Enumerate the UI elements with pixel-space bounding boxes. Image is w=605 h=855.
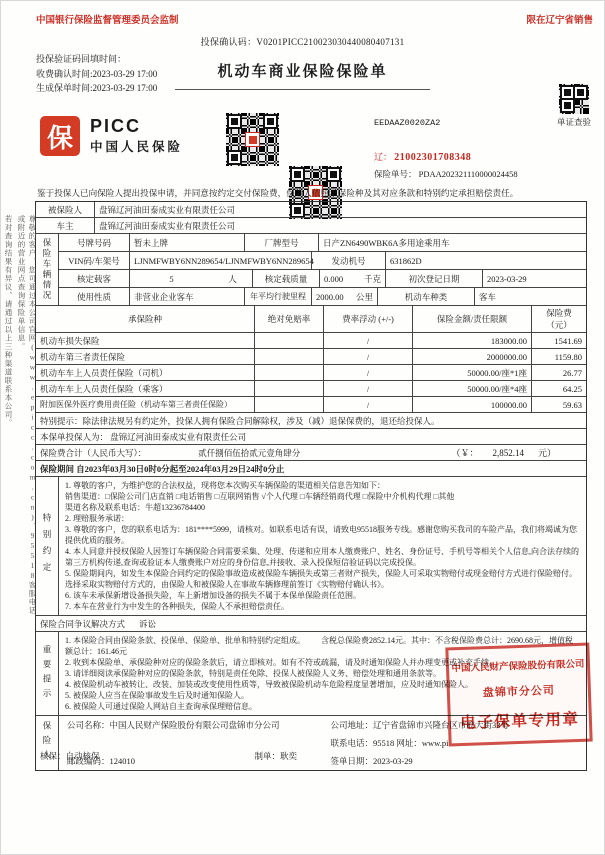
dispute-value: 诉讼 xyxy=(139,618,157,629)
doc-check-block xyxy=(557,84,591,128)
coverage-name: 机动车车上人员责任保险（司机） xyxy=(40,367,168,378)
vehicle-type-value: 客车 xyxy=(474,288,586,305)
total-words: 贰仟捌佰伍拾贰元壹角肆分 xyxy=(198,447,301,458)
coverage-row xyxy=(36,380,586,396)
insurer-zip: 邮政编码：124010 xyxy=(67,756,136,766)
coverage-premium: 64.25 xyxy=(531,381,586,396)
seats-label: 核定载客 xyxy=(76,273,111,284)
load-label: 核定载质量 xyxy=(252,270,319,287)
coverage-deductible xyxy=(254,333,323,348)
special-line: 6. 该车未承保新增设备损失险，车上新增加设备的损失不属于本保单保险责任范围。 xyxy=(65,591,361,600)
seats-unit: 人 xyxy=(228,273,237,284)
insured-label: 被保险人 xyxy=(47,204,82,215)
special-agreement-label: 特别约定 xyxy=(36,477,59,615)
engine-label: 发动机号 xyxy=(311,252,385,269)
coverage-name: 机动车车上人员责任保险（乘客） xyxy=(40,383,168,394)
dispute-row xyxy=(36,615,586,631)
load-unit: 千克 xyxy=(363,273,381,284)
qr-finder-icon xyxy=(263,114,278,129)
coverage-name: 机动车第三者责任保险 xyxy=(40,351,126,362)
vehicle-row-plate xyxy=(59,234,586,251)
notice-text: 特别提示：除法律法规另有约定外，投保人拥有保险合同解除权，涉及（减）退保保费的，退还给投保人。 xyxy=(40,415,440,426)
coverage-float: / xyxy=(323,349,412,364)
coverage-col-float: 费率浮动 (+/-) xyxy=(323,306,412,332)
important-line: 3. 请详细阅读承保险种对应的保险条款，特别是责任免除、投保人被保险人义务、赔偿处理和通用条款等。 xyxy=(65,669,441,678)
insurer-address: 公司地址：辽宁省盘锦市兴隆台区市府大街33号 xyxy=(330,720,510,730)
fee-time: 收费确认时间:2023-03-29 17:00 xyxy=(36,68,158,79)
seats-value: 5 xyxy=(129,270,213,287)
insurer-phone: 联系电话：95518 网址：www.pi xyxy=(330,738,449,748)
plate-value: 暂未上牌 xyxy=(129,234,244,251)
insurer-name: 公司名称：中国人民财产保险股份有限公司盘锦市分公司 xyxy=(67,720,280,730)
picc-mini-logo-icon xyxy=(245,132,260,147)
coverage-header-row xyxy=(36,305,586,332)
usage-value: 非营业企业客车 xyxy=(129,288,244,305)
liao-label: 辽： xyxy=(374,152,393,162)
dispute-label: 保险合同争议解决方式 xyxy=(40,618,126,629)
important-notes-label: 重要提示 xyxy=(36,632,59,715)
mileage-label: 年平均行驶里程 xyxy=(244,288,311,305)
picc-logo xyxy=(40,116,183,156)
coverage-float: / xyxy=(323,333,412,348)
total-label: 保险费合计（人民币大写）： xyxy=(40,447,147,458)
load-value-cell xyxy=(319,270,385,287)
coverage-name: 附加医保外医疗费用责任险（机动车第三者责任保险） xyxy=(40,400,232,409)
qr-code-1 xyxy=(226,113,279,166)
vehicle-section xyxy=(36,233,586,305)
special-line: 4. 本人同意并授权保险人因签订车辆保险合同需要采集、处理、传递和应用本人缴费账户、姓名、身份证号、手机号等相关个人信息,向合法存续的第三方机构传递,查询或验证本人缴费账户对应的身份信息,并接收、录入投保短信验证码以完成投保。 xyxy=(65,547,579,567)
coverage-col-deductible: 绝对免赔率 xyxy=(254,306,323,332)
stamp-title: 电子保单专用章 xyxy=(460,710,580,732)
coverage-premium: 59.63 xyxy=(531,397,586,412)
coverage-row xyxy=(36,348,586,364)
vehicle-row-vin xyxy=(59,251,586,269)
confirm-code: 投保确认码：V0201PICC210023030440080407131 xyxy=(200,37,405,47)
picc-emblem-icon: 保 xyxy=(40,116,80,156)
insurer-label: 保险人 xyxy=(36,716,59,770)
coverage-premium: 26.77 xyxy=(531,365,586,380)
period-text: 保险期间 自2023年03月30日0时0分起至2024年03月29日24时0分止 xyxy=(40,463,285,474)
brand-model-label: 厂牌型号 xyxy=(244,234,318,251)
coverage-float: / xyxy=(323,381,412,396)
coverage-amount: 100000.00 xyxy=(412,397,531,412)
coverage-deductible xyxy=(254,365,323,380)
footer-row xyxy=(40,750,297,762)
regulator-text: 中国银行保险监督管理委员会监制 xyxy=(36,16,179,26)
important-line: 4. 被保险机动车被转让、改装、加装或改变使用性质等，导致被保险机动车危险程度显著增加，应及时通知保险人。 xyxy=(65,680,473,689)
qr-finder-icon xyxy=(227,114,242,129)
liao-no: 21002301708348 xyxy=(394,152,472,163)
coverage-amount: 50000.00/座*4座 xyxy=(412,381,531,396)
underwriting-text: 核保：自动核保 xyxy=(40,751,100,761)
mileage-value-cell xyxy=(311,288,377,305)
special-line: 5. 保险期间内，如发生本保险合同约定的保险事故造成被保险车辆损失或第三者财产损失，保险人可采取实物赔付或现金赔付方式进行保险赔付。选择采取实物赔付方式的，由保险人和被保险人在事故车辆修理前签订《实物赔付确认书》。 xyxy=(65,569,577,589)
owner-label: 车主 xyxy=(56,220,74,231)
special-line: 2. 理赔服务承诺： xyxy=(65,514,129,523)
verify-time: 投保验证码回填时间： xyxy=(36,54,127,64)
owner-value: 盘锦辽河油田泰成实业有限责任公司 xyxy=(94,218,586,233)
important-line: 6. 被保险人可通过保险人网站自主查询承保理赔信息。 xyxy=(65,702,257,711)
coverage-float: / xyxy=(323,365,412,380)
coverage-premium: 1541.69 xyxy=(531,333,586,348)
vin-value: LJNMFWBY6NN289654/LJNMFWBY6NN289654 xyxy=(129,252,311,269)
side-note-dispute: 若对查询结果有异议，请通过以上三种渠道联系本公司。 xyxy=(4,215,13,428)
qr-finder-icon xyxy=(326,167,341,182)
doc-maker-text: 制单：耿奕 xyxy=(254,751,298,761)
coverage-deductible xyxy=(254,381,323,396)
important-line: 2. 收到本保险单、承保险种对应的保险条款后，请立即核对。如有不符或疏漏，请及时通知保险人并办理变更或补充手续。 xyxy=(65,658,497,667)
liao-number xyxy=(374,150,471,163)
qr-finder-icon xyxy=(290,167,305,182)
total-figure: 2,852.14 xyxy=(492,447,524,458)
stamp-company: 中国人民财产保险股份有限公司 xyxy=(451,659,585,675)
vin-label: VIN码/车架号 xyxy=(68,255,120,266)
important-line: 5. 被保险人应当在保险事故发生后及时通知保险人。 xyxy=(65,691,249,700)
owner-row xyxy=(36,217,586,233)
coverage-col-premium: 保险费（元） xyxy=(531,306,586,332)
mileage-unit: 公里 xyxy=(355,291,373,302)
form-code: EEDAAZ0020ZA2 xyxy=(374,118,441,128)
coverage-premium: 1159.80 xyxy=(531,349,586,364)
premium-total-row xyxy=(36,444,586,460)
coverage-col-amount: 保险金额/责任限额 xyxy=(412,306,531,332)
qr-code-doc-check xyxy=(559,84,589,114)
coverage-amount: 50000.00/座*1座 xyxy=(412,365,531,380)
period-row xyxy=(36,460,586,476)
side-note-query: 尊敬的客户，您可通过本公司官网(www.epicc.com.cn)、95518客服电话或附近的营业网点查询保险单信息。 xyxy=(17,215,37,615)
coverage-amount: 2000000.00 xyxy=(412,349,531,364)
reg-date-value: 2023-03-29 xyxy=(482,270,586,287)
policy-number: 保险单号： PDAA202321110000024458 xyxy=(374,169,518,179)
coverage-name: 机动车损失保险 xyxy=(40,335,100,346)
brand-name-cn: 中国人民保险 xyxy=(90,140,184,154)
qr-finder-icon xyxy=(227,150,242,165)
reg-date-label: 初次登记日期 xyxy=(385,270,482,287)
vehicle-row-capacity xyxy=(59,269,586,287)
coverage-float: / xyxy=(323,397,412,412)
plate-label: 号牌号码 xyxy=(76,237,111,248)
qr-finder-icon xyxy=(560,98,575,113)
stamp-branch: 盘锦市分公司 xyxy=(482,684,556,699)
qr-finder-icon xyxy=(573,85,588,100)
insured-row xyxy=(36,202,586,217)
intro-clause: 鉴于投保人已向保险人提出投保申请，并同意按约定交付保险费，保险人依照承保险种及其对应条款和特别约定承担赔偿责任。 xyxy=(37,188,519,198)
important-line: 1. 本保险合同由保险条款、投保单、保险单、批单和特别约定组成。 含税总保险费2852.14元。其中：不含税保险费总计：2690.68元，增值税额总计：161.46元 xyxy=(65,636,573,656)
vehicle-row-usage xyxy=(59,287,586,305)
total-figure-suffix: 元） xyxy=(537,448,556,458)
special-line: 销售渠道：□保险公司门店直销 □电话销售 □互联网销售 √个人代理 □车辆经销商代理 □保险中介机构代理 □其他 xyxy=(65,492,455,501)
page-title: 机动车商业保险保险单 xyxy=(175,60,430,90)
vehicle-type-label: 机动车种类 xyxy=(377,288,474,305)
usage-label: 使用性质 xyxy=(76,291,111,302)
engine-value: 631862D xyxy=(385,252,586,269)
total-figure-prefix: （￥： xyxy=(451,448,479,458)
special-line: 7. 本车在营业行为中发生的各种损失，保险人不承担赔偿责任。 xyxy=(65,602,289,611)
timestamps xyxy=(36,52,157,96)
holder-row xyxy=(36,428,586,444)
vehicle-section-label: 保险车辆情况 xyxy=(36,234,59,305)
special-line: 渠道名称及联系电话：牛超13236784400 xyxy=(65,503,205,512)
doc-check-label: 单证查验 xyxy=(557,117,592,127)
notice-row xyxy=(36,412,586,428)
e-policy-stamp xyxy=(445,643,592,747)
insurer-sign-date: 签单日期：2023-03-29 xyxy=(330,756,413,766)
brand-model-value: 日产ZN6490WBK6A多用途乘用车 xyxy=(318,234,586,251)
region-limit-text: 限在辽宁省销售 xyxy=(526,16,593,26)
coverage-row xyxy=(36,396,586,412)
insured-value: 盘锦辽河油田泰成实业有限责任公司 xyxy=(94,202,586,217)
special-line: 1. 尊敬的客户，为维护您的合法权益，现将您本次购买车辆保险的渠道相关信息告知如下： xyxy=(65,481,385,490)
holder-text: 本保单投保人为： 盘锦辽河油田泰成实业有限责任公司 xyxy=(40,431,247,442)
coverage-deductible xyxy=(254,397,323,412)
coverage-amount: 183000.00 xyxy=(412,333,531,348)
coverage-deductible xyxy=(254,349,323,364)
coverage-col-name: 承保险种 xyxy=(127,314,162,324)
coverage-row xyxy=(36,364,586,380)
mileage-value: 2000.00 xyxy=(316,291,344,302)
special-line: 3. 尊敬的客户，您的联系电话为：181****5999，请核对。如联系电话有误，请致电95518服务专线。感谢您购买我司的车险产品，我们将竭诚为您提供优质的服务。 xyxy=(65,525,577,545)
brand-name-en: PICC xyxy=(90,116,142,136)
special-agreement-section xyxy=(36,476,586,615)
coverage-row xyxy=(36,332,586,348)
load-value: 0.000 xyxy=(324,273,344,284)
generate-time: 生成保单时间:2023-03-29 17:00 xyxy=(36,83,158,93)
